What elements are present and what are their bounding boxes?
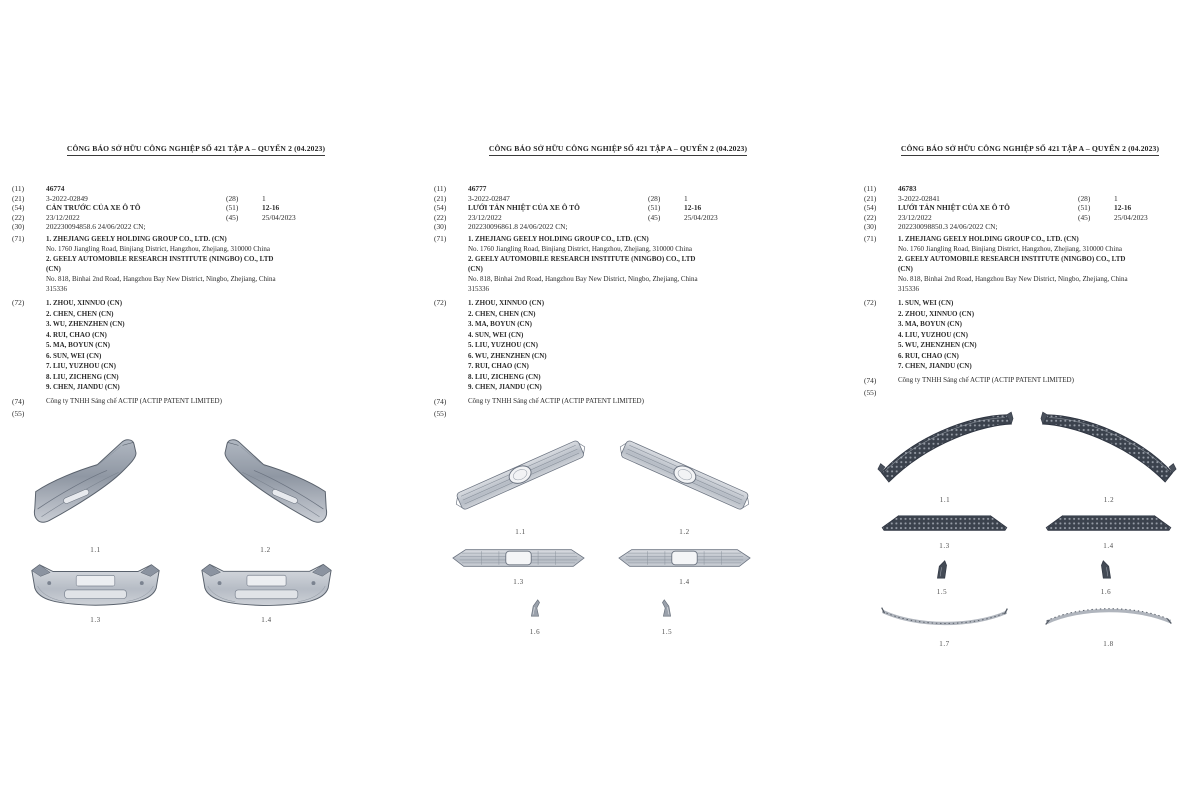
field-code: (54) <box>434 203 447 212</box>
figure-label: 1.1 <box>515 528 526 536</box>
agent-name: Công ty TNHH Sáng chế ACTIP (ACTIP PATENT LIMITED) <box>468 397 644 405</box>
field-value: 23/12/2022 <box>898 212 932 222</box>
field-code: (51) <box>1078 203 1091 212</box>
design-drawing-mesh-arc <box>1040 404 1178 490</box>
applicant-address: No. 818, Binhai 2nd Road, Hangzhou Bay New District, Ningbo, Zhejiang, China <box>468 275 698 283</box>
field-code: (11) <box>434 184 447 193</box>
design-drawing-grille-end <box>528 598 542 618</box>
field-value: 46777 <box>468 184 487 193</box>
inventor-name: 4. SUN, WEI (CN) <box>468 330 524 339</box>
agent-code: (74) <box>864 376 877 385</box>
inventor-name: 1. ZHOU, XINNUO (CN) <box>468 299 545 307</box>
design-drawing-mesh-arc <box>876 404 1014 490</box>
inventor-name: 2. CHEN, CHEN (CN) <box>46 309 114 318</box>
field-code: (54) <box>12 203 25 212</box>
page-header: CÔNG BÁO SỞ HỮU CÔNG NGHIỆP SỐ 421 TẬP A – QUYỂN 2 (04.2023) <box>489 144 747 156</box>
field-value: 202230098850.3 24/06/2022 CN; <box>898 222 998 231</box>
applicant-address: No. 1760 Jiangling Road, Binjiang District, Hangzhou, Zhejiang, 310000 China <box>468 245 692 253</box>
figures-code: (55) <box>434 408 447 418</box>
inventor-name: 3. MA, BOYUN (CN) <box>898 320 962 328</box>
figures-code: (55) <box>12 408 25 418</box>
design-drawing-mesh-strip <box>1040 512 1177 534</box>
design-drawing-grille-persp <box>448 428 593 523</box>
figure-label: 1.8 <box>1103 640 1114 648</box>
inventor-name: 7. RUI, CHAO (CN) <box>468 362 529 370</box>
applicant-address: No. 1760 Jiangling Road, Binjiang District, Hangzhou, Zhejiang, 310000 China <box>898 245 1122 253</box>
inventors-block <box>468 298 547 393</box>
applicant-name: 2. GEELY AUTOMOBILE RESEARCH INSTITUTE (NINGBO) CO., LTD <box>898 255 1126 263</box>
inventor-name: 9. CHEN, JIANDU (CN) <box>46 383 120 391</box>
applicant-name: 2. GEELY AUTOMOBILE RESEARCH INSTITUTE (NINGBO) CO., LTD <box>46 255 274 263</box>
inventor-name: 5. WU, ZHENZHEN (CN) <box>898 341 977 349</box>
design-drawing-thin-arc-smile <box>876 602 1013 632</box>
field-code: (30) <box>864 222 877 231</box>
field-code: (22) <box>12 212 25 222</box>
applicants-code: (71) <box>434 234 447 243</box>
field-code: (28) <box>648 193 661 203</box>
inventor-name: 7. CHEN, JIANDU (CN) <box>898 362 972 370</box>
field-value: 23/12/2022 <box>46 212 80 222</box>
agent-code: (74) <box>434 397 447 406</box>
figure-label: 1.3 <box>939 542 950 550</box>
gazette-page-3 <box>862 140 1198 800</box>
field-code: (54) <box>864 203 877 212</box>
inventors-code: (72) <box>434 298 447 307</box>
field-value: 1 <box>262 193 266 203</box>
applicant-address: 315336 <box>46 285 67 293</box>
applicant-address: No. 1760 Jiangling Road, Binjiang District, Hangzhou, Zhejiang, 310000 China <box>46 245 270 253</box>
figure-label: 1.4 <box>1103 542 1114 550</box>
field-code: (21) <box>434 193 447 203</box>
inventor-name: 5. LIU, YUZHOU (CN) <box>468 341 538 349</box>
field-code: (22) <box>864 212 877 222</box>
design-drawing-mesh-strip <box>876 512 1013 534</box>
field-value: 46783 <box>898 184 917 193</box>
agent-name: Công ty TNHH Sáng chế ACTIP (ACTIP PATENT LIMITED) <box>46 397 222 405</box>
field-code: (30) <box>12 222 25 231</box>
inventor-name: 9. CHEN, JIANDU (CN) <box>468 383 542 391</box>
design-drawing-mesh-wedge <box>1098 558 1114 580</box>
design-drawing-bumper-persp <box>198 432 333 532</box>
agent-name: Công ty TNHH Sáng chế ACTIP (ACTIP PATENT LIMITED) <box>898 376 1074 384</box>
design-drawing-grille-end <box>660 598 674 618</box>
applicants-code: (71) <box>864 234 877 243</box>
inventor-name: 1. ZHOU, XINNUO (CN) <box>46 299 123 307</box>
figure-label: 1.1 <box>90 546 101 554</box>
field-code: (30) <box>434 222 447 231</box>
page-header: CÔNG BÁO SỞ HỮU CÔNG NGHIỆP SỐ 421 TẬP A – QUYỂN 2 (04.2023) <box>901 144 1159 156</box>
field-code: (11) <box>864 184 877 193</box>
figure-label: 1.4 <box>679 578 690 586</box>
inventors-block <box>898 298 977 372</box>
inventor-name: 6. WU, ZHENZHEN (CN) <box>468 351 547 360</box>
applicants-block <box>46 234 276 294</box>
field-value: 25/04/2023 <box>684 212 718 222</box>
inventor-name: 8. LIU, ZICHENG (CN) <box>468 372 541 381</box>
applicant-name: 1. ZHEJIANG GEELY HOLDING GROUP CO., LTD. (CN) <box>468 235 649 243</box>
gazette-page-2 <box>432 140 804 800</box>
field-value: 12-16 <box>1114 203 1132 212</box>
field-value: LƯỚI TẢN NHIỆT CỦA XE Ô TÔ <box>468 203 580 212</box>
figures-code: (55) <box>864 387 877 397</box>
inventor-name: 2. ZHOU, XINNUO (CN) <box>898 309 975 318</box>
field-code: (51) <box>226 203 239 212</box>
applicant-name: 2. GEELY AUTOMOBILE RESEARCH INSTITUTE (NINGBO) CO., LTD <box>468 255 696 263</box>
field-value: 25/04/2023 <box>262 212 296 222</box>
field-value: 1 <box>684 193 688 203</box>
figure-label: 1.1 <box>939 496 951 504</box>
design-drawing-grille-front <box>450 546 587 570</box>
applicant-name: 1. ZHEJIANG GEELY HOLDING GROUP CO., LTD. (CN) <box>46 235 227 243</box>
figure-label: 1.3 <box>513 578 524 586</box>
field-code: (45) <box>1078 212 1091 222</box>
field-value: 46774 <box>46 184 65 193</box>
field-code: (21) <box>12 193 25 203</box>
design-drawing-thin-arc-arch <box>1040 602 1177 632</box>
gazette-page-1 <box>10 140 382 800</box>
applicant-name: 1. ZHEJIANG GEELY HOLDING GROUP CO., LTD. (CN) <box>898 235 1079 243</box>
applicants-code: (71) <box>12 234 25 243</box>
field-code: (51) <box>648 203 661 212</box>
applicant-name: (CN) <box>898 265 913 273</box>
design-drawing-grille-persp <box>612 428 757 523</box>
inventor-name: 4. RUI, CHAO (CN) <box>46 330 107 339</box>
inventor-name: 4. LIU, YUZHOU (CN) <box>898 330 968 339</box>
field-code: (21) <box>864 193 877 203</box>
inventor-name: 3. MA, BOYUN (CN) <box>468 320 532 328</box>
figure-label: 1.2 <box>1103 496 1115 504</box>
inventor-name: 7. LIU, YUZHOU (CN) <box>46 362 116 370</box>
inventors-code: (72) <box>12 298 25 307</box>
field-code: (45) <box>226 212 239 222</box>
applicants-block <box>898 234 1128 294</box>
figure-label: 1.7 <box>939 640 950 648</box>
field-value: 25/04/2023 <box>1114 212 1148 222</box>
inventor-name: 1. SUN, WEI (CN) <box>898 299 954 307</box>
applicant-name: (CN) <box>468 265 483 273</box>
figure-label: 1.4 <box>261 616 272 624</box>
field-value: CẢN TRƯỚC CỦA XE Ô TÔ <box>46 203 141 212</box>
design-drawing-bumper-front <box>28 562 163 610</box>
field-value: 202230094858.6 24/06/2022 CN; <box>46 222 146 231</box>
field-code: (28) <box>1078 193 1091 203</box>
design-drawing-grille-front <box>616 546 753 570</box>
applicant-address: No. 818, Binhai 2nd Road, Hangzhou Bay New District, Ningbo, Zhejiang, China <box>46 275 276 283</box>
inventor-name: 5. MA, BOYUN (CN) <box>46 341 110 349</box>
field-value: 3-2022-02841 <box>898 193 940 203</box>
field-value: 12-16 <box>684 203 702 212</box>
field-value: 3-2022-02849 <box>46 193 88 203</box>
figure-label: 1.3 <box>90 616 101 624</box>
figure-label: 1.5 <box>936 588 948 596</box>
field-code: (11) <box>12 184 25 193</box>
design-drawing-mesh-wedge <box>934 558 950 580</box>
page-header: CÔNG BÁO SỞ HỮU CÔNG NGHIỆP SỐ 421 TẬP A – QUYỂN 2 (04.2023) <box>67 144 325 156</box>
applicant-address: No. 818, Binhai 2nd Road, Hangzhou Bay New District, Ningbo, Zhejiang, China <box>898 275 1128 283</box>
applicant-address: 315336 <box>468 285 489 293</box>
inventor-name: 8. LIU, ZICHENG (CN) <box>46 372 119 381</box>
field-code: (22) <box>434 212 447 222</box>
agent-code: (74) <box>12 397 25 406</box>
applicant-address: 315336 <box>898 285 919 293</box>
field-value: 12-16 <box>262 203 280 212</box>
design-drawing-bumper-front <box>198 562 335 610</box>
applicant-name: (CN) <box>46 265 61 273</box>
figure-label: 1.2 <box>260 546 271 554</box>
inventors-block <box>46 298 125 393</box>
design-drawing-bumper-persp <box>28 432 163 532</box>
field-code: (45) <box>648 212 661 222</box>
field-value: 1 <box>1114 193 1118 203</box>
field-value: LƯỚI TẢN NHIỆT CỦA XE Ô TÔ <box>898 203 1010 212</box>
field-code: (28) <box>226 193 239 203</box>
inventor-name: 2. CHEN, CHEN (CN) <box>468 309 536 318</box>
figure-label: 1.6 <box>529 628 541 636</box>
figure-label: 1.6 <box>1100 588 1112 596</box>
figure-label: 1.5 <box>661 628 673 636</box>
inventors-code: (72) <box>864 298 877 307</box>
field-value: 3-2022-02847 <box>468 193 510 203</box>
inventor-name: 6. RUI, CHAO (CN) <box>898 351 959 360</box>
field-value: 23/12/2022 <box>468 212 502 222</box>
applicants-block <box>468 234 698 294</box>
figure-label: 1.2 <box>679 528 690 536</box>
inventor-name: 3. WU, ZHENZHEN (CN) <box>46 320 125 328</box>
inventor-name: 6. SUN, WEI (CN) <box>46 351 102 360</box>
field-value: 202230096861.8 24/06/2022 CN; <box>468 222 568 231</box>
